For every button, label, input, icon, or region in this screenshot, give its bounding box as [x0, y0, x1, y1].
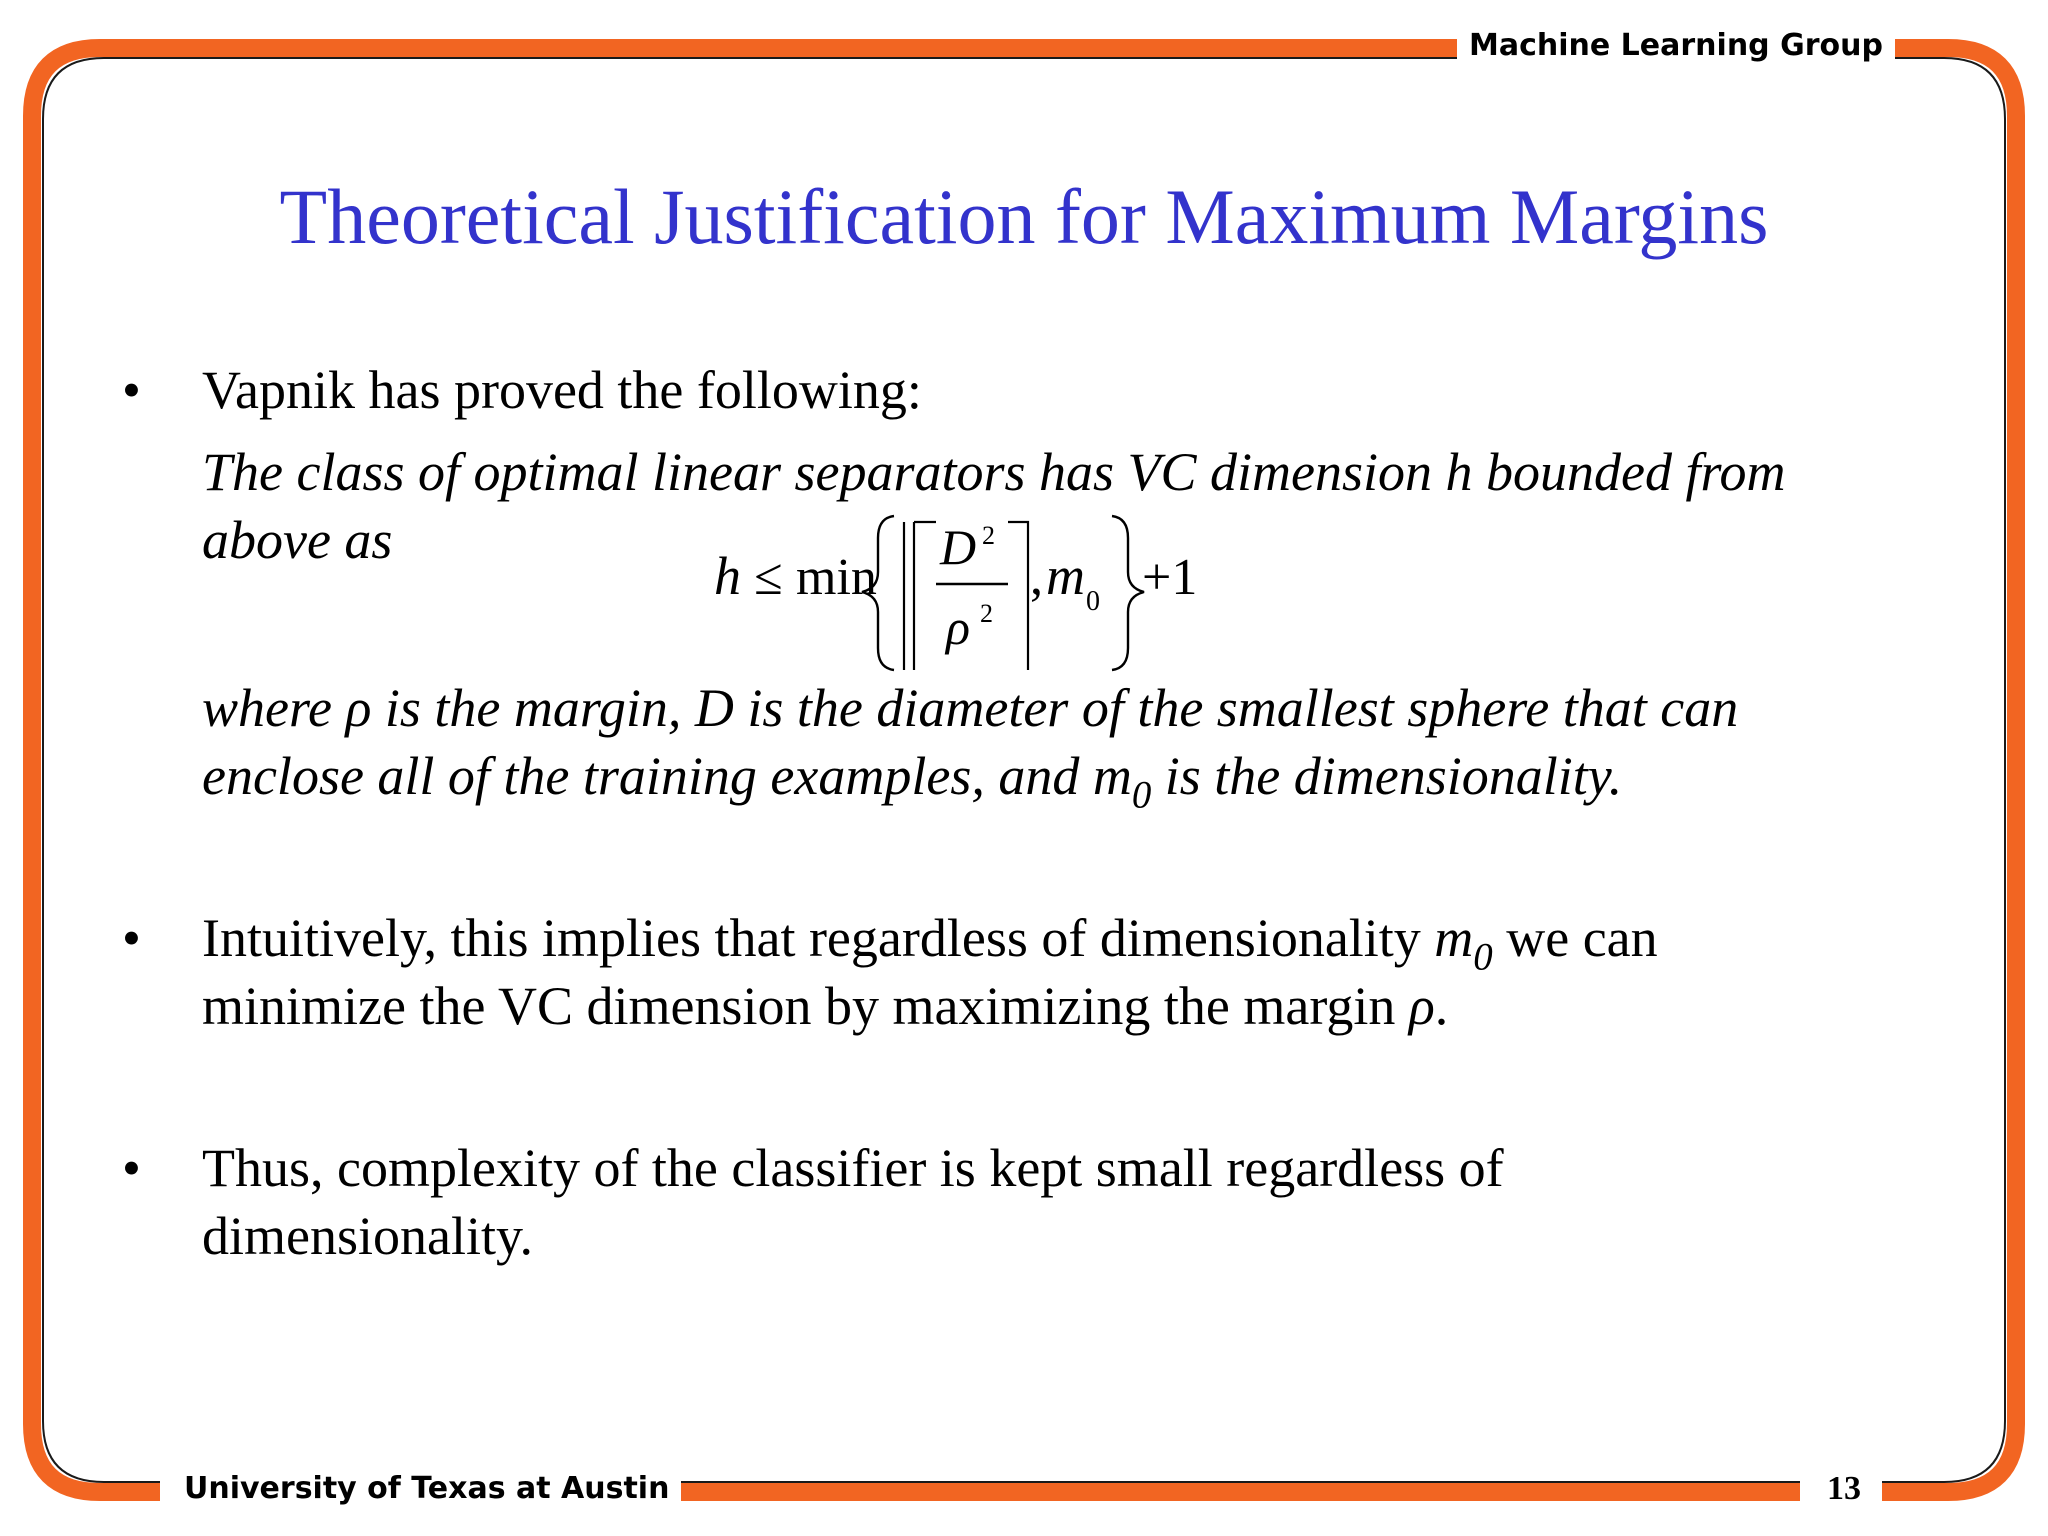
theorem-line-2: above as [202, 510, 393, 570]
group-label: Machine Learning Group [1457, 26, 1895, 66]
right-brace-icon [1112, 516, 1144, 670]
bullet-2-line-2: minimize the VC dimension by maximizing the margin ρ. [202, 976, 1449, 1036]
right-ceiling-icon [1008, 522, 1028, 670]
denominator-rho: ρ [946, 599, 970, 655]
where-line-2: enclose all of the training examples, and $m_0$ is the dimensionality. [202, 746, 1623, 817]
numerator-exponent: 2 [982, 521, 995, 550]
bullet-marker: • [122, 1138, 141, 1198]
bullet-marker: • [122, 908, 141, 968]
formula-h: h [714, 546, 741, 606]
formula-min: min [796, 549, 877, 606]
bullet-3-line-1: Thus, complexity of the classifier is kept small regardless of [202, 1138, 1504, 1198]
university-label: University of Texas at Austin [172, 1468, 681, 1510]
bullet-3-line-2: dimensionality. [202, 1206, 533, 1266]
page-number: 13 [1815, 1466, 1873, 1512]
formula-comma: , [1030, 549, 1043, 606]
denominator-exponent: 2 [980, 599, 993, 628]
bullet-1-intro: Vapnik has proved the following: [202, 360, 922, 420]
left-ceiling-icon [904, 522, 936, 670]
numerator-D: D [940, 519, 977, 575]
slide-title: Theoretical Justification for Maximum Margins [279, 173, 1769, 260]
formula-leq: ≤ [754, 549, 783, 606]
formula-m: m [1046, 546, 1085, 606]
where-line-1: where ρ is the margin, D is the diameter of the smallest sphere that can [202, 678, 1739, 738]
formula-plus-one: +1 [1142, 549, 1198, 606]
bullet-2-line-1: Intuitively, this implies that regardless of dimensionality $m_0$ we can [202, 908, 1658, 979]
bullet-marker: • [122, 360, 141, 420]
theorem-line-1: The class of optimal linear separators has VC dimension h bounded from [202, 442, 1786, 502]
formula-m-sub: 0 [1086, 586, 1100, 617]
vc-bound-formula [710, 510, 1230, 680]
left-brace-icon [862, 516, 894, 670]
